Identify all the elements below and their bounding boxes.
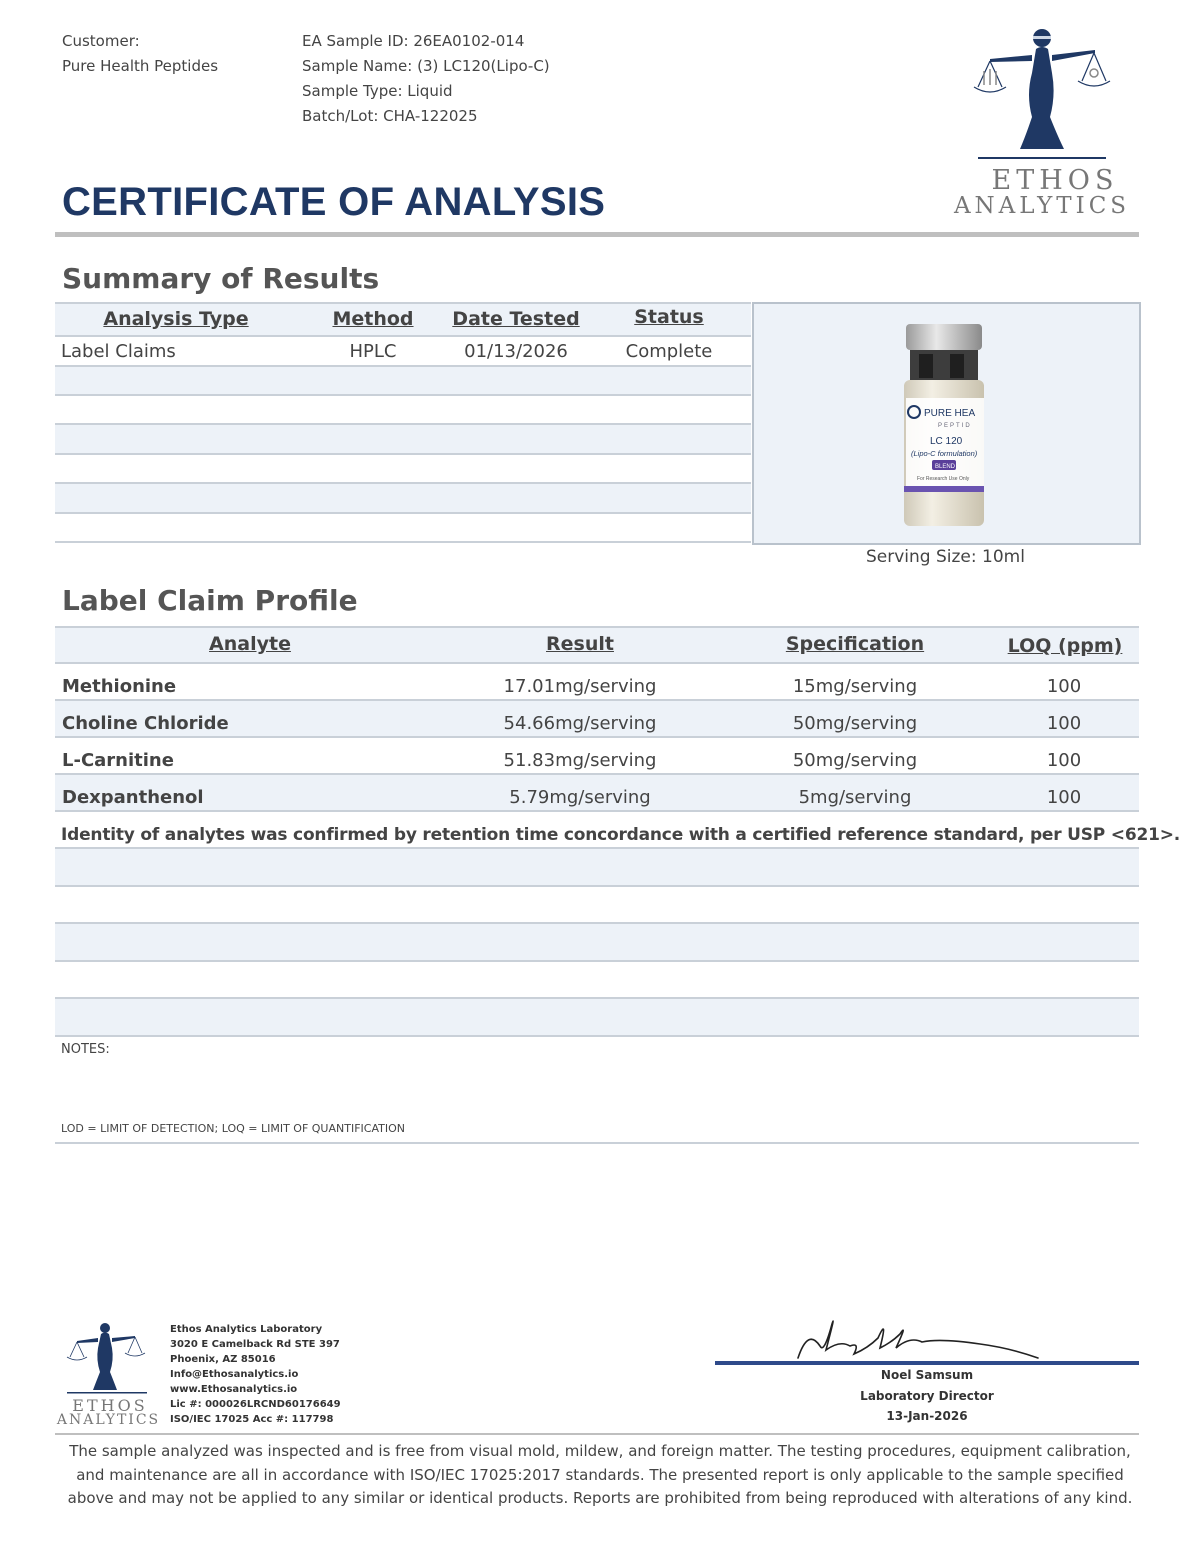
- summary-top-line: [55, 302, 751, 304]
- identity-note: Identity of analytes was confirmed by retention time concordance with a certified reference standard, per USP <621>.: [61, 825, 1181, 845]
- col-analyte: Analyte: [209, 633, 291, 655]
- lab-license: Lic #: 000026LRCND60176649: [170, 1399, 341, 1410]
- summary-row-line: [55, 541, 751, 543]
- vial-badge: BLEND: [935, 464, 956, 470]
- analyte-result: 5.79mg/serving: [509, 787, 651, 808]
- customer-name: Pure Health Peptides: [62, 57, 219, 75]
- sample-name: Sample Name: (3) LC120(Lipo-C): [302, 57, 550, 75]
- analyte-spec: 15mg/serving: [792, 676, 918, 697]
- lab-iso: ISO/IEC 17025 Acc #: 117798: [170, 1414, 334, 1425]
- disclaimer: The sample analyzed was inspected and is free from visual mold, mildew, and foreign matter. The testing procedures, equipment calibration, and maintenance are all in accordance with ISO/IEC 17025:2017 standards. The presented report is only applicable to the sample specified above and may not be applied to any similar or identical products. Reports are prohibited from being reproduced with alterations of any kind.: [67, 1442, 1133, 1507]
- vial-footer: For Research Use Only: [917, 476, 970, 482]
- logo-text-ethos: ETHOS: [991, 165, 1119, 196]
- analyte-loq: 100: [1046, 787, 1082, 808]
- page-title: CERTIFICATE OF ANALYSIS: [62, 180, 606, 224]
- footer-logo: [55, 1320, 165, 1430]
- summary-method: HPLC: [349, 341, 397, 362]
- lab-email: Info@Ethosanalytics.io: [170, 1369, 299, 1380]
- lab-website: www.Ethosanalytics.io: [170, 1384, 298, 1395]
- signer-name: Noel Samsum: [880, 1368, 974, 1382]
- vial-brand-sub: PEPTID: [938, 423, 972, 429]
- claim-row-line: [55, 885, 1139, 887]
- summary-date-tested: 01/13/2026: [464, 341, 568, 362]
- summary-status: Complete: [625, 341, 713, 362]
- claim-header-line: [55, 662, 1139, 664]
- claim-empty-row: [55, 924, 1139, 960]
- analyte-loq: 100: [1046, 713, 1082, 734]
- analyte-result: 17.01mg/serving: [503, 676, 657, 697]
- notes-bottom-line: [55, 1142, 1139, 1144]
- signer-title: Laboratory Director: [860, 1389, 994, 1403]
- claim-empty-row: [55, 849, 1139, 885]
- claim-row-line: [55, 1035, 1139, 1037]
- analyte-spec: 50mg/serving: [792, 713, 918, 734]
- analyte-name: Dexpanthenol: [62, 787, 204, 808]
- claim-row-line: [55, 736, 1139, 738]
- sign-date: 13-Jan-2026: [886, 1409, 968, 1423]
- vial-product: LC 120: [930, 436, 963, 447]
- claim-top-line: [55, 626, 1139, 628]
- title-divider: [55, 232, 1139, 237]
- serving-size: Serving Size: 10ml: [866, 547, 1025, 567]
- claim-empty-row: [55, 999, 1139, 1035]
- lady-justice-scales-icon: [55, 1320, 165, 1394]
- analyte-spec: 5mg/serving: [798, 787, 912, 808]
- summary-title: Summary of Results: [62, 262, 380, 295]
- analyte-loq: 100: [1046, 676, 1082, 697]
- col-status: Status: [634, 306, 704, 328]
- summary-row-line: [55, 512, 751, 514]
- claim-row-line: [55, 810, 1139, 812]
- signature-line: [715, 1361, 1139, 1365]
- sample-id: EA Sample ID: 26EA0102-014: [302, 32, 525, 50]
- col-analysis-type: Analysis Type: [103, 308, 249, 330]
- batch-lot: Batch/Lot: CHA-122025: [302, 107, 478, 125]
- lab-address-line1: 3020 E Camelback Rd STE 397: [170, 1339, 340, 1350]
- analyte-name: Methionine: [62, 676, 177, 697]
- notes-label: NOTES:: [61, 1042, 110, 1057]
- customer-label: Customer:: [62, 32, 140, 50]
- lab-address-line2: Phoenix, AZ 85016: [170, 1354, 276, 1365]
- summary-header-line: [55, 335, 751, 337]
- vial-brand: PURE HEA: [924, 408, 976, 419]
- lab-address-block: [170, 1322, 341, 1427]
- product-image-panel: [752, 302, 1141, 545]
- analyte-name: Choline Chloride: [62, 713, 229, 734]
- summary-empty-row: [55, 484, 751, 512]
- col-specification: Specification: [785, 633, 925, 655]
- col-method: Method: [332, 308, 414, 330]
- summary-analysis-type: Label Claims: [61, 341, 176, 362]
- analyte-loq: 100: [1046, 750, 1082, 771]
- col-date-tested: Date Tested: [452, 308, 580, 330]
- logo-text-analytics: ANALYTICS: [953, 193, 1131, 219]
- summary-row-line: [55, 394, 751, 396]
- footer-logo-analytics: ANALYTICS: [56, 1412, 161, 1428]
- lab-name: Ethos Analytics Laboratory: [170, 1324, 323, 1335]
- footer-divider: [55, 1433, 1139, 1435]
- col-result: Result: [546, 633, 614, 655]
- lady-justice-scales-icon: [960, 25, 1150, 160]
- label-claim-title: Label Claim Profile: [62, 584, 358, 617]
- analyte-name: L-Carnitine: [62, 750, 174, 771]
- footer-logo-ethos: ETHOS: [72, 1396, 148, 1415]
- analyte-spec: 50mg/serving: [792, 750, 918, 771]
- sample-type: Sample Type: Liquid: [302, 82, 453, 100]
- ethos-logo: [953, 25, 1150, 225]
- summary-row-line: [55, 453, 751, 455]
- vial-formulation: (Lipo-C formulation): [911, 449, 978, 458]
- abbreviations-note: LOD = LIMIT OF DETECTION; LOQ = LIMIT OF QUANTIFICATION: [61, 1122, 405, 1135]
- summary-empty-row: [55, 425, 751, 453]
- summary-empty-row: [55, 367, 751, 394]
- col-loq: LOQ (ppm): [1007, 635, 1123, 657]
- product-vial-image: [754, 304, 1139, 543]
- analyte-result: 54.66mg/serving: [503, 713, 657, 734]
- signature-image: [780, 1298, 1060, 1368]
- claim-row-line: [55, 960, 1139, 962]
- analyte-result: 51.83mg/serving: [503, 750, 657, 771]
